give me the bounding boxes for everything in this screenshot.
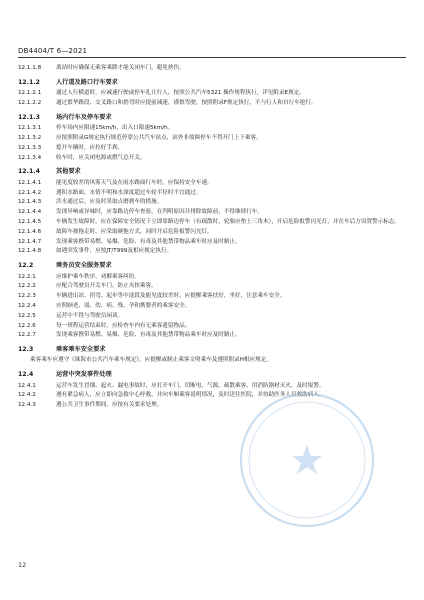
clause-text: 运营车发生冒烟、起火、漏电事故时，应打开车门，切断电、气源，疏散乘客，用消防器材灭火，及时报警。 — [56, 382, 325, 389]
section-title: 场内行车及停车要求 — [56, 113, 112, 121]
clause-number: 12.1.2.1 — [18, 90, 42, 97]
clause-number: 12.1.4.2 — [18, 189, 42, 196]
clause-item — [18, 144, 402, 152]
clause-text: 通过人行横道时，应减速行驶或停车礼让行人，按照公共汽车5321 操作规程执行，详见附录E规定。 — [56, 90, 305, 97]
clause-text: 应维护乘车秩序，劝解乘客纠纷。 — [56, 273, 140, 280]
clause-text: 发现乘客携带易燃、易爆、危险、有毒及其他禁带物品乘车时应及时制止。 — [56, 332, 241, 339]
clause-text: 遇积水路面，水情不明和水深度超过车轮半径时不宜通过。 — [56, 189, 202, 196]
clause-item — [18, 134, 402, 142]
clause-item — [18, 331, 402, 339]
clause-number: 12.1.4.4 — [18, 209, 42, 216]
section-number: 12.2 — [18, 262, 34, 270]
clause-text: 涉水通过后，应及时采取点磨刹车的措施。 — [56, 199, 163, 206]
clause-number: 12.1.4.7 — [18, 238, 42, 245]
clause-text: 运营中不得与驾驶员闲谈。 — [56, 312, 124, 319]
clause-number: 12.4.2 — [18, 392, 36, 399]
section-number: 12.3 — [18, 346, 34, 354]
clause-item — [18, 247, 402, 255]
clause-number: 12.1.3.4 — [18, 154, 42, 161]
header-rule — [18, 57, 406, 58]
clause-text: 故障车被拖走时，应采取硬拖方式，同时开启危险报警闪光灯。 — [56, 228, 213, 235]
clause-number: 12.1.4.3 — [18, 199, 42, 206]
clause-item — [18, 391, 402, 399]
clause-text: 每一班程运营结束时，应检查车内有无乘客遗留物品。 — [56, 322, 191, 329]
clause-item — [18, 273, 402, 281]
clause-item — [18, 401, 402, 409]
clause-text: 应配合驾驶员开关车门，防止夹挟乘客。 — [56, 283, 157, 290]
clause-number: 12.1.4.6 — [18, 228, 42, 235]
section-title: 乘务员安全服务要求 — [56, 262, 112, 270]
section-heading — [18, 168, 402, 176]
clause-text: 遇公共卫生事件期间，应按有关要求处理。 — [56, 402, 163, 409]
section-number: 12.4 — [18, 371, 34, 379]
clause-number: 12.1.4.5 — [18, 218, 42, 225]
section-title: 运营中突发事件处理 — [56, 371, 112, 379]
clause-number: 12.1.1.8 — [18, 65, 42, 71]
clause-item — [18, 124, 402, 132]
clause-text: 遇有紧急病人，应立即向急救中心呼救，并向车厢乘客说明情况，及时送往医院，并协助医务人员救助病人。 — [56, 392, 325, 399]
clause-item — [18, 198, 402, 206]
section-heading — [18, 79, 402, 87]
clause-item — [18, 302, 402, 310]
clause-number: 12.4.3 — [18, 402, 36, 409]
section-heading — [18, 371, 402, 379]
clause-text: 应照顾老、弱、幼、病、残、孕和携婴者的乘客安全。 — [56, 302, 191, 309]
clause-text: 发现异响或异味时，应靠路边停车查验，在判明原因并排除故障前，不得继续行车。 — [56, 209, 263, 216]
clause-text: 应按照附录G规定执行规范停靠公共汽车站点，站外非故障停车不得开门上下乘客。 — [56, 134, 262, 141]
clause-text: 发现乘客携带易燃、易爆、危险、有毒及其他禁带物品乘车时应及时制止。 — [56, 238, 241, 245]
clause-item — [18, 99, 402, 107]
section-title: 其他要求 — [56, 168, 81, 176]
clause-number: 12.1.4.8 — [18, 248, 42, 255]
clause-item — [18, 292, 402, 300]
section-number: 12.1.4 — [18, 168, 40, 176]
clause-number: 12.2.5 — [18, 312, 36, 319]
clause-text: 车辆发生故障时，应在保障安全情况下立即靠路边停车（有疏散时，轮胎应垫上三角木），开启危险报警闪光灯，并在车后方设置警示标志。 — [56, 218, 401, 225]
clause-text: 通过繁华路段、交叉路口和捎弯时应提前减速，谨慎驾驶，按照附录F规定执行，不与行人和自行车抢行。 — [56, 99, 317, 106]
clause-item — [18, 189, 402, 197]
section-number: 12.1.2 — [18, 78, 40, 86]
clause-item — [18, 382, 402, 390]
document-body — [18, 64, 402, 411]
clause-number: 12.1.3.1 — [18, 125, 42, 132]
clause-item — [18, 322, 402, 330]
clause-item — [18, 208, 402, 216]
section-heading — [18, 346, 402, 354]
clause-number: 12.2.1 — [18, 273, 36, 280]
clause-text: 收车时，应关闭电源或燃气总开关。 — [56, 154, 146, 161]
section-heading — [18, 262, 402, 270]
clause-item — [18, 238, 402, 246]
clause-number: 12.2.6 — [18, 322, 36, 329]
clause-text: 熄开车辆时，应拉好手刹。 — [56, 144, 124, 151]
clause-number: 12.2.7 — [18, 332, 36, 339]
section-number: 12.1.3 — [18, 113, 40, 121]
clause-number: 12.2.2 — [18, 283, 36, 290]
clause-item — [18, 179, 402, 187]
clause-number: 12.4.1 — [18, 382, 36, 389]
document-code: DB4404/T 6—2021 — [18, 47, 88, 55]
clause-number: 12.1.4.1 — [18, 179, 42, 186]
clause-item — [18, 154, 402, 162]
clause-text: 如遇突发事件，应按JT/T999及相应规定执行。 — [56, 248, 173, 255]
clause-number: 12.1.2.2 — [18, 99, 42, 106]
clause-number: 12.2.3 — [18, 293, 36, 300]
page-number: 12 — [18, 561, 27, 569]
clause-item — [18, 89, 402, 97]
clause-item — [18, 312, 402, 320]
clause-text: 停车场内应限速15km/h，出入口限速5km/h。 — [56, 125, 174, 132]
section-heading — [18, 114, 402, 122]
clause-number: 12.1.3.3 — [18, 144, 42, 151]
clause-text: 车辆进出站、拐弯、起步等中途段及能见度较差时，应提醒乘客扶好，坐好，注意乘车安全。 — [56, 293, 286, 300]
clause-item — [18, 228, 402, 236]
clause-item — [18, 282, 402, 290]
clause-item — [18, 64, 402, 72]
clause-number: 12.1.3.2 — [18, 134, 42, 141]
clause-text: 能见度较差的风雾天气及在雨水路面行车时，应保持安全车速。 — [56, 179, 213, 186]
section-paragraph: 乘客乘车应遵守《珠海市公共汽车乘车规定》，应提醒或制止乘客文明乘车及遵照附录H相应规定。 — [30, 357, 272, 364]
clause-item — [18, 218, 402, 226]
section-title: 乘客乘车安全要求 — [56, 346, 106, 354]
section-title: 人行道及路口行车要求 — [56, 78, 118, 86]
clause-number: 12.2.4 — [18, 302, 36, 309]
clause-text: 离站时应确保无乘客乘降才能关闭车门，避免挟伤。 — [56, 65, 185, 71]
